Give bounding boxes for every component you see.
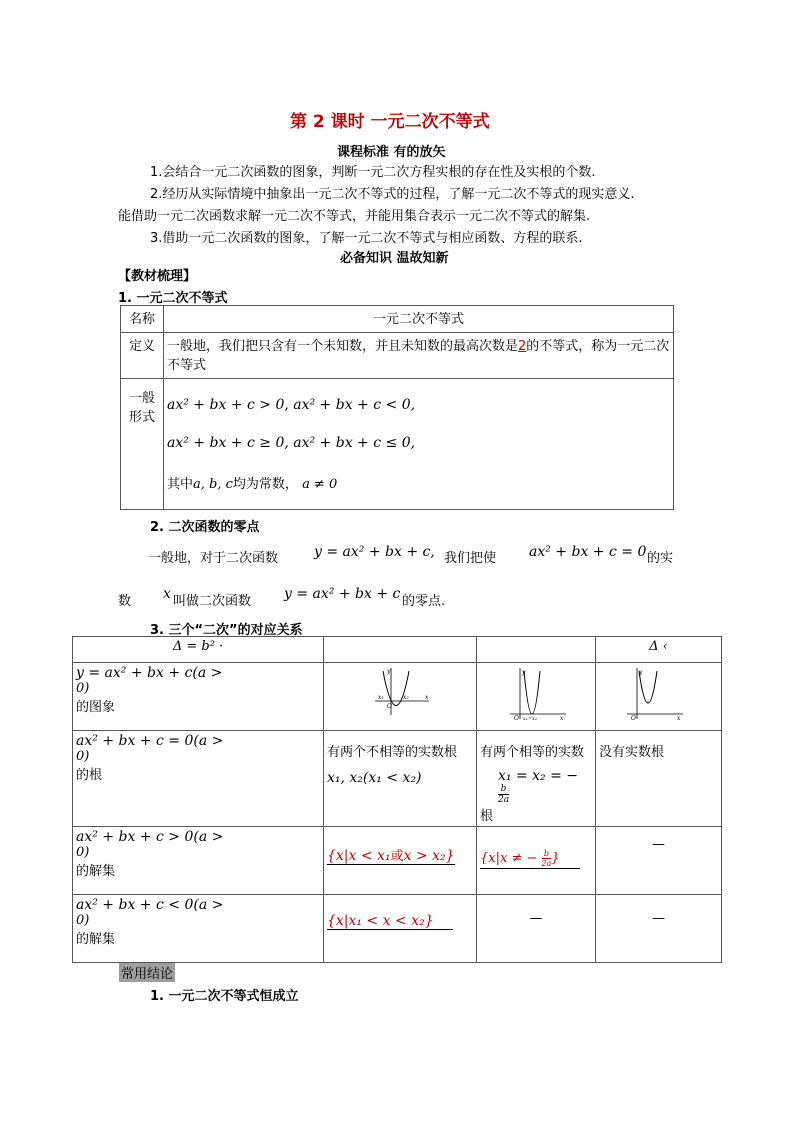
zero-text-1: 一般地，对于二次函数 xyxy=(148,551,279,566)
graph-two-roots xyxy=(324,663,477,731)
definition-part-a: 一般地，我们把只含有一个未知数，并且未知数的最高次数是 xyxy=(167,339,519,354)
row-graph-label xyxy=(73,663,324,731)
form-vars: a, b, c xyxy=(193,477,233,492)
definition-blank: 2 xyxy=(518,339,527,354)
conclusion-label: 常用结论 xyxy=(119,963,175,982)
delta-negative-header: Δ ‹ xyxy=(596,637,722,663)
form-a-nonzero: a ≠ 0 xyxy=(302,477,338,492)
row-graph-cond: 0) xyxy=(76,681,90,696)
form-line-2: ax² + bx + c ≥ 0, ax² + bx + c ≤ 0, xyxy=(167,435,416,451)
form-where: 其中 xyxy=(167,477,194,492)
fraction-denominator: 2a xyxy=(498,795,510,805)
row-lt-desc: 的解集 xyxy=(76,932,116,947)
no-root-text: 没有实数根 xyxy=(599,745,665,760)
zero-text-6: 的零点. xyxy=(402,594,446,609)
gt-solution-part-a: {x|x < x₁ xyxy=(327,848,391,864)
lt-solution-two-roots xyxy=(324,895,477,963)
standard-3: 3.借助一元二次函数的图象，了解一元二次不等式与相应函数、方程的联系. xyxy=(150,231,583,246)
row-gt-desc: 的解集 xyxy=(76,864,116,879)
gt-fraction-num: b xyxy=(542,849,552,859)
inequality-table xyxy=(120,305,674,510)
gt-double-root-set xyxy=(480,849,580,869)
row-graph-func: y = ax² + bx + c(a > xyxy=(76,665,223,681)
parabola-no-root-graph xyxy=(625,665,685,721)
graph-one-root xyxy=(477,663,596,731)
definition-label: 定义 xyxy=(121,333,164,379)
double-root-fraction xyxy=(498,784,509,805)
textbook-label: 【教材梳理】 xyxy=(118,269,197,284)
lt-solution-no-root xyxy=(596,895,722,963)
zero-formula-1: y = ax² + bx + c, xyxy=(314,544,435,560)
conclusion-1-heading: 1. 一元二次不等式恒成立 xyxy=(150,989,299,1004)
gt-solution-or: 或 xyxy=(390,849,404,864)
row-lt-cond: 0) xyxy=(76,913,90,928)
lt-solution-double-root xyxy=(477,895,596,963)
gt-solution-two-roots xyxy=(324,827,477,895)
row-gt-label xyxy=(73,827,324,895)
form-line-3 xyxy=(167,473,670,492)
section-1-heading: 1. 一元二次不等式 xyxy=(118,291,228,306)
gt-solution-double-root xyxy=(477,827,596,895)
lt-solution-text: {x|x₁ < x < x₂} xyxy=(327,913,434,929)
lt-double-dash: — xyxy=(529,911,543,926)
row-lt-label xyxy=(73,895,324,963)
no-real-root xyxy=(596,731,722,827)
zero-text-4: 数 xyxy=(118,594,132,609)
lt-solution-set xyxy=(327,913,453,930)
lt-no-root-dash: — xyxy=(652,911,665,926)
row-gt-cond: 0) xyxy=(76,845,90,860)
definition-text xyxy=(164,333,674,379)
gt-no-root-dash: — xyxy=(652,837,665,852)
zero-text-5: 叫做二次函数 xyxy=(173,594,252,609)
section-2-heading: 2. 二次函数的零点 xyxy=(150,520,260,535)
zero-formula-2: ax² + bx + c = 0 xyxy=(529,544,647,560)
standard-2: 2.经历从实际情境中抽象出一元二次不等式的过程，了解一元二次不等式的现实意义. xyxy=(150,187,635,202)
page-title: 第 2 课时 一元二次不等式 xyxy=(290,112,490,132)
general-form-label: 一般形式 xyxy=(121,379,164,510)
row-lt-ineq: ax² + bx + c < 0(a > xyxy=(76,897,224,913)
origin-label: O xyxy=(514,715,519,721)
standard-2-cont: 能借助一元二次函数求解一元二次不等式，并能用集合表示一元二次不等式的解集. xyxy=(118,209,591,224)
root-x2-label: x₂ xyxy=(403,694,409,701)
axis-x-label: x xyxy=(677,715,681,721)
axis-y-label: y xyxy=(387,668,391,675)
row-roots-label xyxy=(73,731,324,827)
origin-label: O xyxy=(631,715,636,721)
two-roots-text: 有两个不相等的实数根 xyxy=(327,745,458,760)
standard-heading: 课程标准 有的放矢 xyxy=(337,145,446,160)
gt-double-part-b: } xyxy=(551,851,560,866)
knowledge-heading: 必备知识 温故知新 xyxy=(340,251,449,266)
standard-1: 1.会结合一元二次函数的图象，判断一元二次方程实根的存在性及实根的个数. xyxy=(150,165,596,180)
gt-double-fraction xyxy=(542,849,552,868)
double-root xyxy=(477,731,596,827)
row-roots-eq: ax² + bx + c = 0(a > xyxy=(76,733,224,749)
double-root-expr: x₁ = x₂ = − xyxy=(498,768,579,784)
axis-x-label: x xyxy=(425,694,429,701)
header-value: 一元二次不等式 xyxy=(164,306,674,333)
header-col-3 xyxy=(477,637,596,663)
gt-solution-set xyxy=(327,845,455,865)
header-name: 名称 xyxy=(121,306,164,333)
zero-formula-3: y = ax² + bx + c xyxy=(284,586,401,602)
double-root-text: 有两个相等的实数 xyxy=(480,745,585,760)
row-gt-ineq: ax² + bx + c > 0(a > xyxy=(76,829,224,845)
origin-label: O xyxy=(387,703,392,710)
zero-var-x: x xyxy=(163,586,171,602)
header-col-2 xyxy=(324,637,477,663)
form-line-1: ax² + bx + c > 0, ax² + bx + c < 0, xyxy=(167,397,416,413)
fraction-numerator: b xyxy=(498,784,509,795)
zero-text-3: 的实 xyxy=(647,551,674,566)
two-distinct-roots xyxy=(324,731,477,827)
double-root-suffix: 根 xyxy=(480,809,494,824)
axis-x-label: x xyxy=(560,715,564,721)
gt-double-part-a: {x|x ≠ − xyxy=(480,851,538,866)
relation-table xyxy=(72,636,722,963)
root-x1-label: x₁ xyxy=(378,694,384,701)
row-roots-desc: 的根 xyxy=(76,768,103,783)
form-const: 均为常数， xyxy=(232,477,298,492)
zero-text-2: 我们把使 xyxy=(444,551,497,566)
gt-solution-part-b: x > x₂} xyxy=(403,848,455,864)
gt-fraction-den: 2a xyxy=(541,859,552,868)
delta-positive-header: Δ = b² · xyxy=(73,637,324,663)
gt-solution-no-root xyxy=(596,827,722,895)
axis-y-label: y xyxy=(522,669,526,676)
parabola-two-roots-graph xyxy=(373,665,433,717)
double-root-formula xyxy=(498,768,592,805)
axis-y-label: y xyxy=(639,669,643,676)
parabola-one-root-graph xyxy=(508,665,568,721)
two-roots-formula: x₁, x₂(x₁ < x₂) xyxy=(327,770,422,786)
row-roots-cond: 0) xyxy=(76,749,90,764)
graph-no-root xyxy=(596,663,722,731)
general-form-content xyxy=(164,379,674,510)
row-graph-desc: 的图象 xyxy=(76,700,116,715)
section-3-heading: 3. 三个“二次”的对应关系 xyxy=(150,623,303,638)
double-root-label: x₁=x₂ xyxy=(523,716,537,721)
definition-part-b: 的不等式，称为一元二次不等式 xyxy=(167,339,670,373)
